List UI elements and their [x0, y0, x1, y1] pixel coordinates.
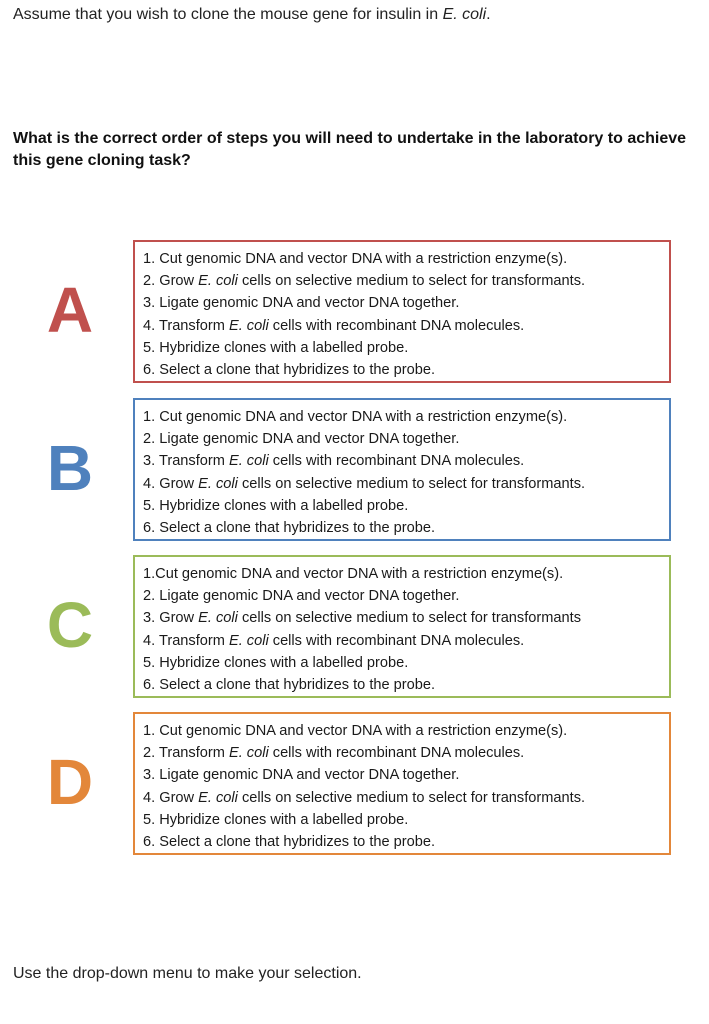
- step-3: 3. Transform E. coli cells with recombinant DNA molecules.: [143, 453, 525, 470]
- option-b-steps-box: [133, 398, 671, 541]
- option-c: [0, 555, 709, 699]
- question-text: What is the correct order of steps you will need to undertake in the laboratory to achieve this gene cloning task?: [13, 130, 687, 169]
- option-letter-a: A: [46, 274, 94, 346]
- option-a-steps-list: [143, 248, 669, 381]
- option-b: [0, 398, 709, 542]
- step-5: 5. Hybridize clones with a labelled probe.: [143, 811, 409, 828]
- step-1: 1. Cut genomic DNA and vector DNA with a restriction enzyme(s).: [143, 251, 568, 267]
- option-d-steps-box: [133, 712, 671, 855]
- option-c-steps-box: [133, 555, 671, 698]
- step-2: 2. Transform E. coli cells with recombinant DNA molecules.: [143, 745, 525, 762]
- step-3: 3. Ligate genomic DNA and vector DNA together.: [143, 767, 460, 784]
- step-1: 1. Cut genomic DNA and vector DNA with a restriction enzyme(s).: [143, 723, 568, 739]
- step-5: 5. Hybridize clones with a labelled probe.: [143, 654, 409, 671]
- step-6: 6. Select a clone that hybridizes to the probe.: [143, 520, 436, 537]
- instruction-text: Use the drop-down menu to make your selection.: [13, 965, 362, 982]
- step-6: 6. Select a clone that hybridizes to the probe.: [143, 834, 436, 851]
- step-2: 2. Grow E. coli cells on selective medium to select for transformants.: [143, 273, 586, 290]
- step-4: 4. Grow E. coli cells on selective medium to select for transformants.: [143, 475, 586, 492]
- step-5: 5. Hybridize clones with a labelled probe.: [143, 497, 409, 514]
- step-6: 6. Select a clone that hybridizes to the probe.: [143, 677, 436, 694]
- step-4: 4. Transform E. coli cells with recombinant DNA molecules.: [143, 632, 525, 649]
- option-c-steps-list: [143, 563, 669, 696]
- intro-suffix: .: [486, 6, 491, 23]
- step-1: 1.Cut genomic DNA and vector DNA with a restriction enzyme(s).: [143, 566, 564, 582]
- intro-organism: E. coli: [442, 6, 487, 23]
- option-letter-c: C: [46, 589, 94, 661]
- step-2: 2. Ligate genomic DNA and vector DNA together.: [143, 431, 460, 448]
- step-4: 4. Transform E. coli cells with recombinant DNA molecules.: [143, 317, 525, 334]
- step-4: 4. Grow E. coli cells on selective medium to select for transformants.: [143, 789, 586, 806]
- option-b-steps-list: [143, 406, 669, 539]
- option-d-steps-list: [143, 720, 669, 853]
- step-2: 2. Ligate genomic DNA and vector DNA together.: [143, 588, 460, 605]
- option-d: [0, 712, 709, 856]
- option-a-steps-box: [133, 240, 671, 383]
- intro-text: [13, 3, 491, 27]
- step-6: 6. Select a clone that hybridizes to the probe.: [143, 362, 436, 379]
- step-1: 1. Cut genomic DNA and vector DNA with a restriction enzyme(s).: [143, 409, 568, 425]
- step-3: 3. Grow E. coli cells on selective medium to select for transformants: [143, 610, 581, 627]
- option-letter-b: B: [46, 432, 94, 504]
- step-3: 3. Ligate genomic DNA and vector DNA together.: [143, 295, 460, 312]
- intro-prefix: Assume that you wish to clone the mouse gene for insulin in: [13, 6, 443, 23]
- option-letter-d: D: [46, 746, 94, 818]
- option-a: [0, 240, 709, 384]
- step-5: 5. Hybridize clones with a labelled probe.: [143, 339, 409, 356]
